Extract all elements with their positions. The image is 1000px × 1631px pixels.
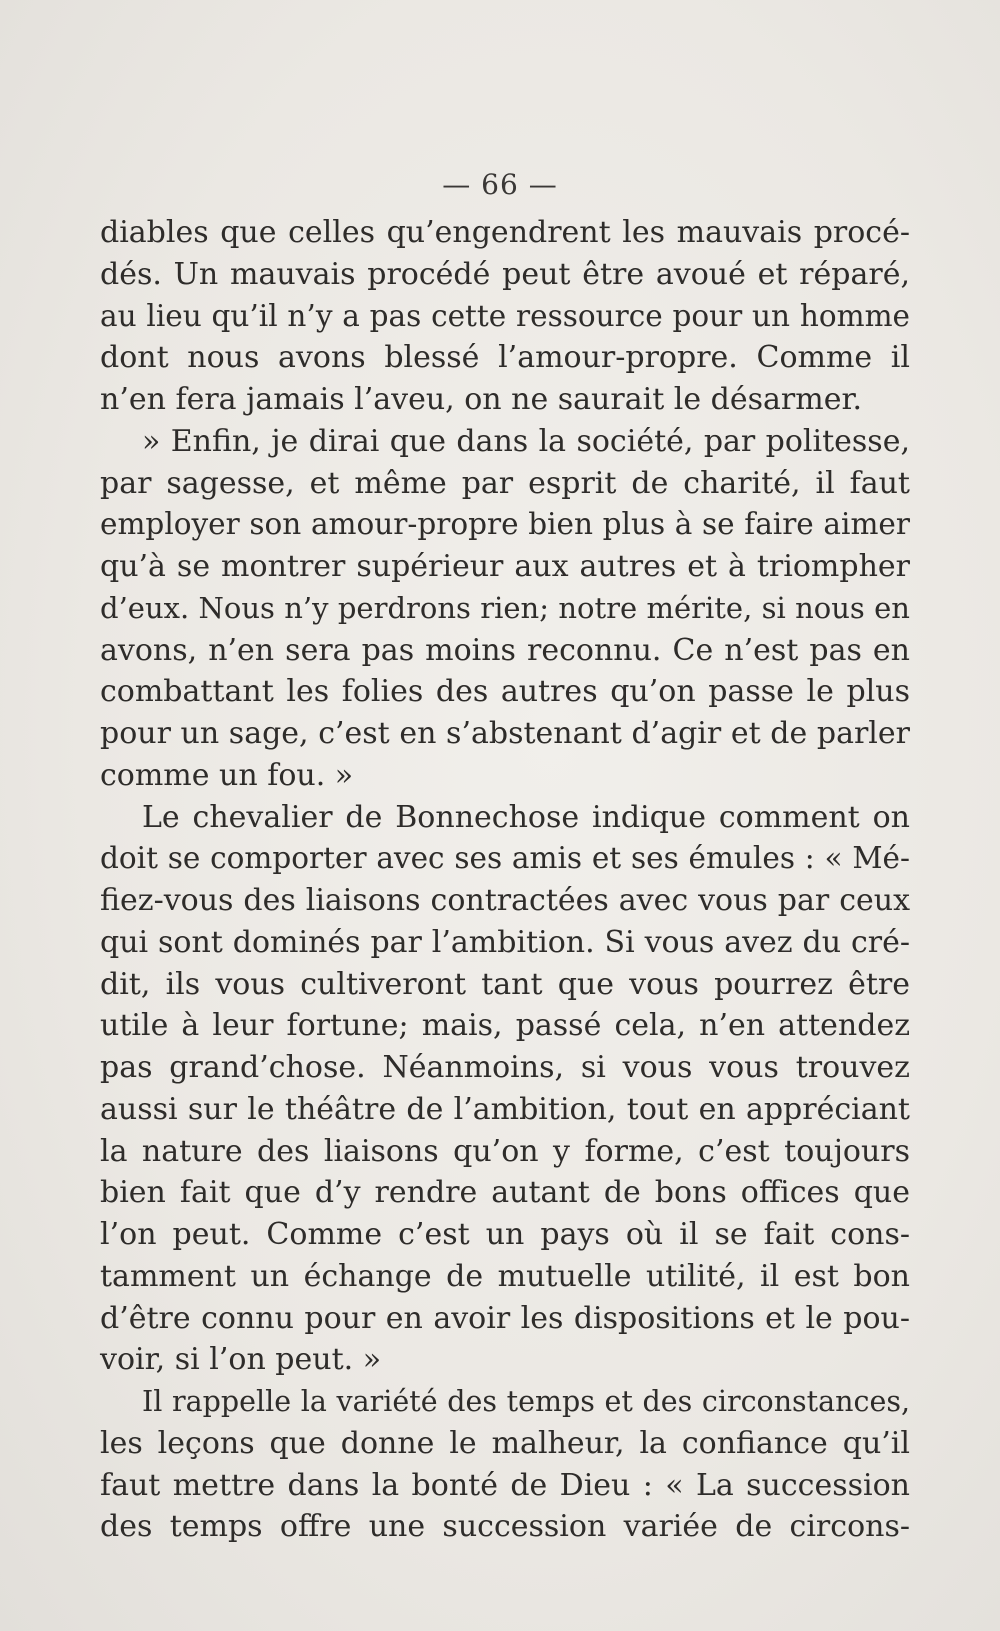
text-line: voir, si l’on peut. » bbox=[100, 1342, 382, 1378]
text-line: doit se comporter avec ses amis et ses émules : « Mé- bbox=[100, 841, 910, 876]
text-line: des temps offre une succession variée de circons- bbox=[100, 1509, 910, 1545]
text-line: Il rappelle la variété des temps et des circonstances, bbox=[142, 1385, 910, 1418]
text-line: combattant les folies des autres qu’on passe le plus bbox=[100, 674, 910, 710]
text-line: diables que celles qu’engendrent les mauvais procé- bbox=[100, 215, 910, 250]
text-line: Le chevalier de Bonnechose indique comment on bbox=[142, 799, 910, 835]
page-number: — 66 — bbox=[442, 168, 558, 201]
text-line: l’on peut. Comme c’est un pays où il se fait cons- bbox=[100, 1217, 910, 1252]
text-line: comme un fou. » bbox=[100, 757, 354, 793]
text-line: par sagesse, et même par esprit de charité, il faut bbox=[100, 465, 910, 501]
text-line: au lieu qu’il n’y a pas cette ressource pour un homme bbox=[100, 298, 910, 333]
text-line: pour un sage, c’est en s’abstenant d’agir et de parler bbox=[100, 716, 910, 751]
text-line: faut mettre dans la bonté de Dieu : « La succession bbox=[100, 1467, 910, 1503]
text-line: qui sont dominés par l’ambition. Si vous avez du cré- bbox=[100, 924, 910, 960]
text-line: pas grand’chose. Néanmoins, si vous vous trouvez bbox=[100, 1050, 910, 1085]
text-line: utile à leur fortune; mais, passé cela, n’en attendez bbox=[100, 1008, 910, 1044]
text-line: d’être connu pour en avoir les dispositions et le pou- bbox=[100, 1300, 910, 1336]
text-line: qu’à se montrer supérieur aux autres et à triompher bbox=[100, 549, 910, 584]
text-line: d’eux. Nous n’y perdrons rien; notre mérite, si nous en bbox=[100, 590, 910, 625]
text-line: n’en fera jamais l’aveu, on ne saurait le désarmer. bbox=[100, 382, 863, 417]
body-text bbox=[100, 212, 910, 1548]
text-line: dont nous avons blessé l’amour-propre. Comme il bbox=[100, 340, 910, 376]
text-line: fiez-vous des liaisons contractées avec vous par ceux bbox=[100, 883, 910, 918]
text-line: bien fait que d’y rendre autant de bons offices que bbox=[100, 1175, 910, 1211]
text-line: » Enfin, je dirai que dans la société, par politesse, bbox=[142, 423, 910, 459]
text-line: dés. Un mauvais procédé peut être avoué et réparé, bbox=[100, 256, 910, 292]
text-line: tamment un échange de mutuelle utilité, il est bon bbox=[100, 1258, 910, 1294]
text-line: la nature des liaisons qu’on y forme, c’est toujours bbox=[100, 1133, 910, 1169]
text-line: dit, ils vous cultiveront tant que vous pourrez être bbox=[100, 966, 910, 1002]
text-line: employer son amour-propre bien plus à se faire aimer bbox=[100, 507, 910, 542]
text-line: avons, n’en sera pas moins reconnu. Ce n’est pas en bbox=[100, 632, 910, 668]
text-line: aussi sur le théâtre de l’ambition, tout en appréciant bbox=[100, 1091, 910, 1127]
text-line: les leçons que donne le malheur, la confiance qu’il bbox=[100, 1425, 910, 1461]
